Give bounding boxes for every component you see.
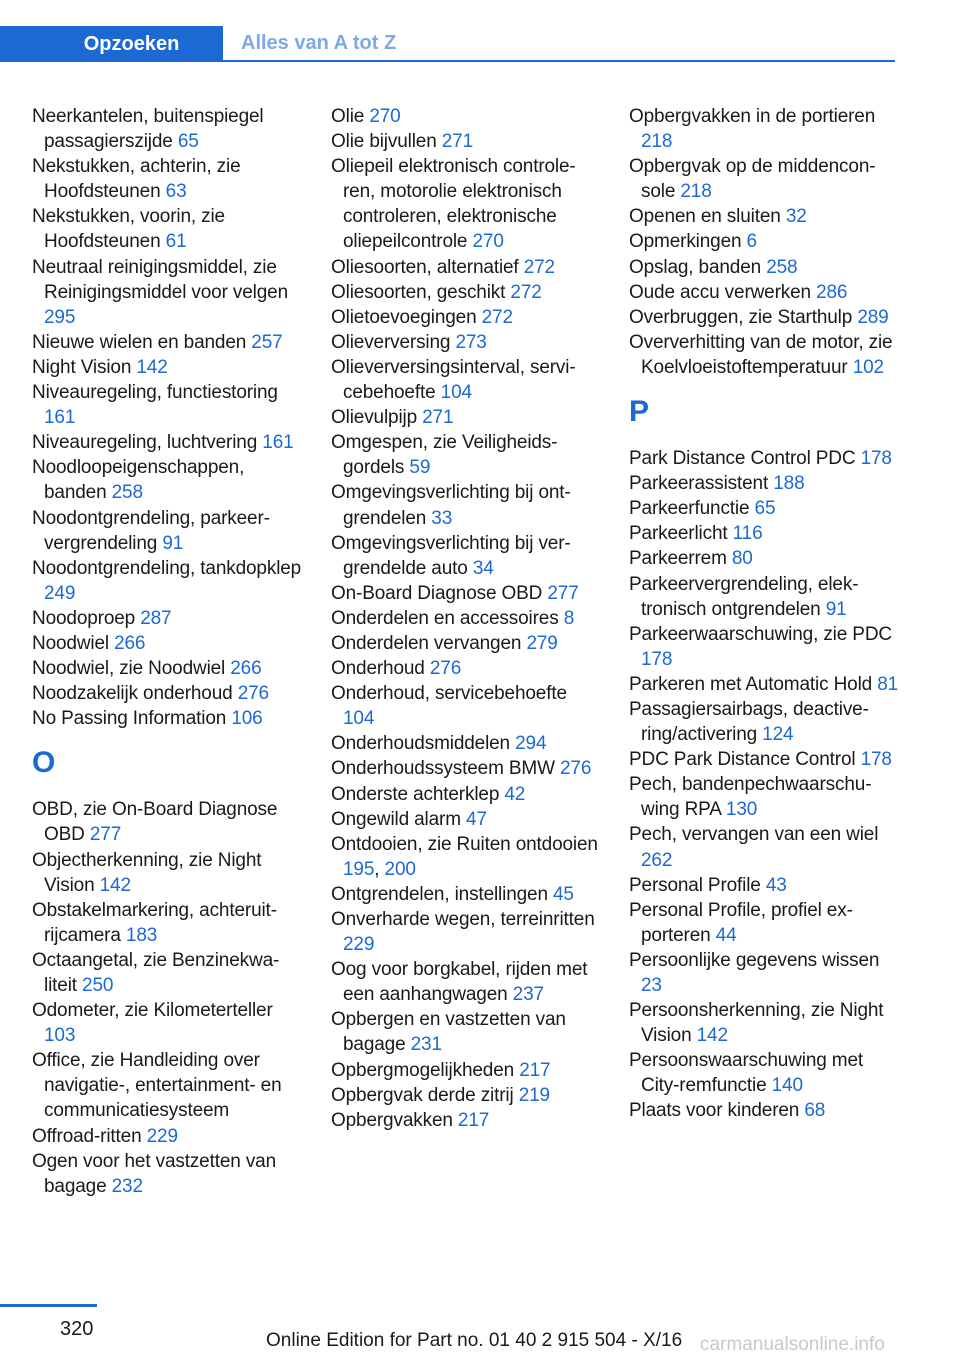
index-entry-text: No Passing Information [32,708,232,730]
index-entry-text: Omgevingsverlichting bij ontgrendelen [331,482,571,529]
page-link[interactable]: 80 [731,548,753,570]
page-link[interactable]: 229 [343,934,375,956]
index-entry-text: Persoonswaarschuwing met City-remfunctie [629,1050,864,1097]
page-link[interactable]: 104 [440,382,472,404]
index-entry-text: Park Distance Control PDC [629,448,861,470]
index-entry-text: Personal Profile [629,874,766,896]
index-entry [331,305,601,330]
index-entry [629,898,899,948]
index-entry-text: Oliepeil elektronisch controleren, motorolie elektronisch controleren, elektronische oliepeilcontrole [331,156,576,253]
page-link[interactable]: 258 [766,256,798,278]
index-entry-text: Offroad-ritten [32,1125,147,1147]
index-entry [331,1108,601,1133]
index-entry [629,229,899,254]
index-entry-text: Neerkantelen, buitenspiegel passagierszijde [32,106,264,153]
index-entry [32,1149,302,1199]
page-link[interactable]: 266 [114,632,146,654]
index-entry [629,998,899,1048]
page-link[interactable]: 272 [481,306,513,328]
page-link[interactable]: 116 [732,523,763,545]
index-entry-text: Persoonsherkenning, zie Night Vision [629,1000,884,1047]
index-entry [32,797,302,847]
index-column-3 [629,104,899,1124]
page-link[interactable]: 161 [44,407,76,429]
index-entry [32,898,302,948]
edition-text: Online Edition for Part no. 01 40 2 915 504 - X/16 [266,1330,683,1351]
index-entry [32,154,302,204]
index-entry-text: Onderste achterklep [331,783,505,805]
page-link[interactable]: 140 [771,1075,803,1097]
page-link[interactable]: 63 [165,181,187,203]
index-entry-text: Opbergvakken [331,1109,458,1131]
index-entry-text: Objectherkenning, zie Night Vision [32,849,262,896]
index-entry [32,706,302,731]
page-number: 320 [60,1318,94,1340]
index-entry [331,1058,601,1083]
index-entry-text: Noodzakelijk onderhoud [32,683,238,705]
page-link[interactable]: 43 [765,874,787,896]
page-link[interactable]: 231 [410,1034,442,1056]
index-entry [629,104,899,154]
page-link[interactable]: 229 [146,1125,178,1147]
page-link[interactable]: 103 [44,1025,76,1047]
page-link[interactable]: 218 [680,181,712,203]
index-entry-text: Opbergmogelijkheden [331,1059,520,1081]
page-link[interactable]: 47 [466,808,487,830]
index-entry [629,1048,899,1098]
page-link[interactable]: 178 [641,648,673,670]
index-entry-text: Noodwiel, zie Noodwiel [32,658,231,680]
index-entry [629,521,899,546]
index-entry [331,807,601,832]
page-link[interactable]: 237 [512,984,544,1006]
watermark: carmanualsonline.info [700,1334,885,1355]
index-entry [331,154,601,254]
page-link[interactable]: 272 [510,281,542,303]
page-link[interactable]: 289 [857,306,889,328]
index-entry [331,280,601,305]
page-link[interactable]: 91 [825,598,847,620]
index-entry-text: Night Vision [32,356,137,378]
index-entry [629,622,899,672]
index-entry-text: Ontgrendelen, instellingen [331,883,553,905]
page-link[interactable]: 45 [553,883,574,905]
page-link[interactable]: 270 [369,106,401,127]
page-link[interactable]: 8 [563,607,575,629]
index-entry-text: Octaangetal, zie Benzinekwaliteit [32,949,280,996]
page-link[interactable]: 124 [762,724,794,746]
index-entry-text: Parkeerassistent [629,473,774,495]
page-link[interactable]: 183 [125,924,158,946]
page-link[interactable]: 266 [230,658,262,680]
page-link[interactable]: 61 [165,231,187,253]
index-entry-text: Onderhoud, servicebehoefte [331,683,567,705]
header-divider [223,60,895,62]
index-entry [32,556,302,606]
index-entry-text: Oliesoorten, geschikt [331,281,511,303]
index-entry-text: Parkeerlicht [629,523,733,545]
index-entry-text: Pech, bandenpechwaarschuwing RPA [629,774,872,821]
index-entry [331,656,601,681]
index-entry [629,572,899,622]
index-entry [629,822,899,872]
index-entry-text: Obstakelmarkering, achteruitrijcamera [32,899,278,946]
index-entry [629,672,899,697]
page-link[interactable]: 142 [696,1025,728,1047]
page-link[interactable]: 178 [860,448,892,470]
index-entry-text: Parkeerrem [629,548,732,570]
page-link[interactable]: 276 [237,683,269,705]
index-entry [331,1007,601,1057]
index-entry [32,998,302,1048]
index-entry [331,907,601,957]
page-link[interactable]: 81 [877,673,899,695]
index-entry [32,1048,302,1123]
index-entry-text: Parkeervergrendeling, elektronisch ontgrendelen [629,573,859,620]
tab-alles-van-a-tot-z[interactable]: Alles van A tot Z [241,32,397,54]
page-link[interactable]: 65 [177,131,199,153]
index-entry [331,882,601,907]
page-link[interactable]: 161 [262,432,294,454]
index-column-2 [331,104,601,1133]
page-link[interactable]: 295 [44,306,76,328]
index-entry-text: Plaats voor kinderen [629,1100,805,1122]
index-entry [629,471,899,496]
index-entry-text: Overbruggen, zie Starthulp [629,306,858,328]
page-link[interactable]: 65 [754,498,776,520]
page-link[interactable]: 277 [547,582,579,604]
page-link[interactable]: 32 [785,206,807,228]
index-entry [32,606,302,631]
page-link[interactable]: 294 [515,733,547,755]
page-link[interactable]: 178 [860,749,892,771]
page-link[interactable]: 271 [441,131,474,153]
index-entry [331,832,601,882]
index-entry-text: Onverharde wegen, terreinritten [331,909,595,930]
index-entry-text: Noodontgrendeling, parkeervergrendeling [32,507,270,554]
index-entry-text: Noodontgrendeling, tankdopklep [32,557,302,579]
index-entry [32,430,302,455]
page-link[interactable]: 276 [560,758,592,780]
index-entry-text: Olie [331,106,370,127]
page-link[interactable]: 279 [526,632,558,654]
index-entry [32,104,302,154]
index-entry [629,873,899,898]
index-entry-text: Olieverversingsinterval, servicebehoefte [331,356,576,404]
page-link[interactable]: 59 [409,457,431,479]
index-entry-text: Olieverversing [331,331,456,353]
index-entry-text: Noodoproep [32,607,141,629]
index-entry [32,255,302,330]
page-link[interactable]: 271 [422,407,454,429]
index-entry-text: Omgevingsverlichting bij vergrendelde auto [331,532,571,579]
page-link[interactable]: 217 [519,1059,551,1081]
page-link[interactable]: 272 [523,256,555,278]
index-entry [331,606,601,631]
index-column-1 [32,104,302,1199]
footer-accent-line [0,1304,97,1307]
index-entry-text: Opslag, banden [629,256,767,278]
page-link[interactable]: 286 [816,281,848,303]
index-entry-text: Ongewild alarm [331,808,467,830]
index-entry [32,330,302,355]
index-entry-text: Nekstukken, achterin, zie Hoofdsteunen [32,156,241,203]
page-link[interactable]: 68 [804,1100,826,1122]
index-entry-text: Nekstukken, voorin, zie Hoofdsteunen [32,206,225,253]
page-link[interactable]: 44 [715,924,737,946]
index-entry-text: Office, zie Handleiding over navigatie-, entertainment- en communicatiesysteem [32,1050,282,1122]
index-entry-text: Niveauregeling, functiestoring [32,382,278,404]
index-entry [32,204,302,254]
page-link[interactable]: 232 [111,1175,143,1197]
index-entry [629,446,899,471]
index-entry-text: Onderhoudsmiddelen [331,733,516,755]
page-link[interactable]: 219 [518,1084,550,1106]
header-tabbar [0,26,895,62]
section-letter: O [32,746,56,780]
page-link[interactable]: 195 [343,858,375,880]
page-link[interactable]: 23 [641,975,662,996]
index-entry [629,255,899,280]
index-entry-text: Pech, vervangen van een wiel [629,824,879,846]
index-entry-text: Olievulpijp [331,407,423,429]
index-entry [629,546,899,571]
page-link[interactable]: 270 [472,231,504,253]
index-entry-text: Noodloopeigenschappen, banden [32,457,245,504]
index-entry [331,756,601,781]
index-entry [331,1083,601,1108]
index-entry [32,455,302,505]
page-link[interactable]: 188 [773,473,805,495]
index-entry [32,948,302,998]
index-entry-text: Onderhoudssysteem BMW [331,758,561,780]
index-entry [629,330,899,380]
section-letter: P [629,395,650,429]
index-entry [331,531,601,581]
index-entry-text: Onderhoud [331,658,430,680]
index-entry-text: Personal Profile, profiel exporteren [629,899,853,946]
index-entry-text: Nieuwe wielen en banden [32,331,252,353]
index-entry [629,204,899,229]
index-entry [629,772,899,822]
index-entry-text: Neutraal reinigingsmiddel, zie Reinigingsmiddel voor velgen [32,256,288,303]
page-link[interactable]: 33 [431,507,453,529]
page-link[interactable]: 249 [44,582,76,604]
index-entry-text: Oog voor borgkabel, rijden met een aanhangwagen [331,959,588,1006]
page-link[interactable]: 34 [472,557,494,579]
page-link[interactable]: 287 [140,607,172,629]
index-entry [629,305,899,330]
index-entry [32,681,302,706]
page-separator: , [374,858,385,880]
index-entry-text: Parkeren met Automatic Hold [629,673,878,695]
index-entry-text: Onderdelen vervangen [331,632,527,654]
page-link[interactable]: 258 [111,482,143,504]
index-entry-text: Odometer, zie Kilometerteller [32,1000,273,1022]
page-link[interactable]: 102 [852,356,884,378]
page-link[interactable]: 42 [504,783,526,805]
index-entry [629,747,899,772]
index-entry [331,129,601,154]
page-link[interactable]: 200 [384,858,416,880]
index-entry-text: Opbergvakken in de portieren [629,106,876,127]
index-entry-text: Noodwiel [32,632,115,654]
index-entry [331,255,601,280]
index-entry [32,1124,302,1149]
index-entry [32,506,302,556]
page-link[interactable]: 130 [725,799,758,821]
index-entry-text: Parkeerfunctie [629,498,755,520]
index-entry [331,731,601,756]
index-entry [629,154,899,204]
page-link[interactable]: 250 [82,975,114,996]
index-entry-text: Niveauregeling, luchtvering [32,432,263,454]
index-entry-text: Persoonlijke gegevens wissen [629,949,880,971]
tab-opzoeken[interactable] [0,26,223,62]
index-entry [331,782,601,807]
page-link[interactable]: 273 [455,331,487,353]
index-entry-text: Oliesoorten, alternatief [331,256,524,278]
index-entry-text: Opmerkingen [629,231,747,253]
index-entry-text: Olie bijvullen [331,131,442,153]
index-entry [629,280,899,305]
index-entry [331,405,601,430]
page-link[interactable]: 104 [343,708,375,730]
page-link[interactable]: 142 [99,874,131,896]
index-entry [32,355,302,380]
index-entry-text: Opbergvak derde zitrij [331,1084,519,1106]
page-link[interactable]: 257 [251,331,283,353]
page-link[interactable]: 142 [136,356,168,378]
index-entry [32,656,302,681]
index-entry-text: Ontdooien, zie Ruiten ontdooien [331,833,598,855]
index-entry [629,697,899,747]
index-entry-text: On-Board Diagnose OBD [331,582,548,604]
index-entry-text: Opbergvak op de middenconsole [629,156,876,203]
index-entry-text: Onderdelen en accessoires [331,607,564,629]
index-entry-text: Ogen voor het vastzetten van bagage [32,1150,277,1197]
index-entry-text: Oude accu verwerken [629,281,817,303]
index-entry [32,631,302,656]
index-entry-text: Omgespen, zie Veiligheidsgordels [331,432,558,479]
index-entry [629,1098,899,1123]
index-entry [331,581,601,606]
page-link[interactable]: 262 [641,849,673,871]
page-link[interactable]: 217 [457,1109,490,1131]
tab-opzoeken-label: Opzoeken [83,32,180,55]
index-entry [629,496,899,521]
page-link[interactable]: 277 [89,824,122,846]
index-entry [331,355,601,405]
index-entry-text: Opbergen en vastzetten van bagage [331,1009,566,1056]
index-entry [331,957,601,1007]
index-entry [331,330,601,355]
page-link[interactable]: 91 [162,532,184,554]
index-entry [331,480,601,530]
index-entry-text: Oververhitting van de motor, zie Koelvloeistoftemperatuur [629,331,893,378]
index-entry [32,380,302,430]
index-entry [331,430,601,480]
index-entry [32,848,302,898]
index-entry [629,948,899,998]
index-entry-text: Passagiersairbags, deactivering/activering [629,698,869,746]
index-entry-text: Parkeerwaarschuwing, zie PDC [629,623,892,645]
page-link[interactable]: 106 [231,708,263,730]
page-link[interactable]: 218 [641,131,673,153]
index-entry [331,681,601,731]
index-entry [331,631,601,656]
page-link[interactable]: 6 [746,231,757,253]
index-entry-text: OBD, zie On-Board Diagnose OBD [32,799,278,846]
index-entry [331,104,601,129]
index-entry-text: PDC Park Distance Control [629,749,861,771]
index-entry-text: Openen en sluiten [629,206,786,228]
page-link[interactable]: 276 [429,658,462,680]
index-entry-text: Olietoevoegingen [331,306,482,328]
